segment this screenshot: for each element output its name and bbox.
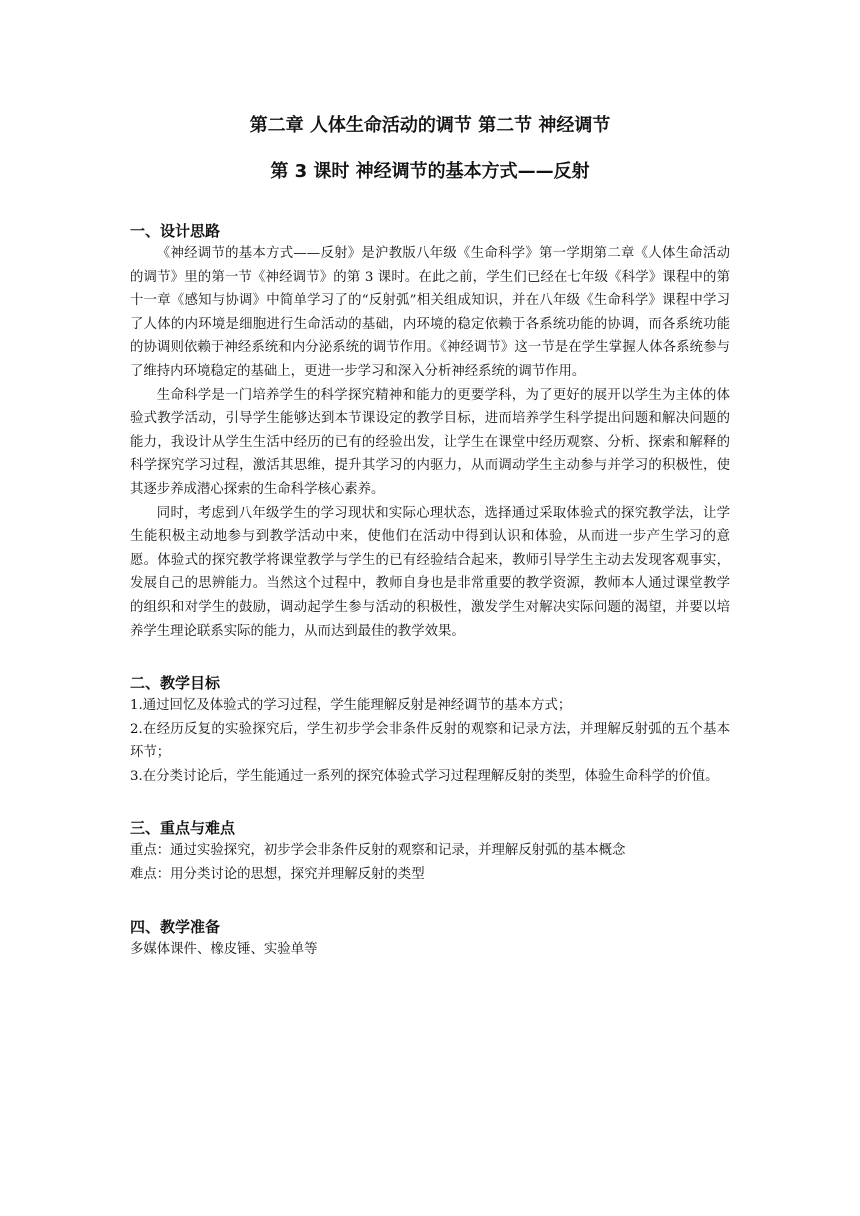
section-heading: 二、教学目标 xyxy=(130,674,221,693)
key-point-item: 重点：通过实验探究，初步学会非条件反射的观察和记录，并理解反射弧的基本概念 xyxy=(130,843,626,859)
section-key-points xyxy=(130,817,730,886)
section-teaching-preparation xyxy=(130,916,730,962)
objective-item: 1.通过回忆及体验式的学习过程，学生能理解反射是神经调节的基本方式； xyxy=(130,698,572,714)
section-design-rationale xyxy=(130,220,730,643)
objective-item: 3.在分类讨论后，学生能通过一系列的探究体验式学习过程理解反射的类型，体验生命科学的价值。 xyxy=(130,768,719,784)
paragraph: 生命科学是一门培养学生的科学探究精神和能力的更要学科，为了更好的展开以学生为主体的体验式教学活动，引导学生能够达到本节课设定的教学目标，进而培养学生科学提出问题和解决问题的能力，我设计从学生生活中经历的已有的经验出发，让学生在课堂中经历观察、分析、探索和解释的科学探究学习过程，激活其思维，提升其学习的内驱力，从而调动学生主动参与并学习的积极性，使其逐步养成潜心探索的生命科学核心素养。 xyxy=(130,387,730,497)
document-page xyxy=(130,112,730,961)
section-heading: 一、设计思路 xyxy=(130,222,221,240)
difficulty-item: 难点：用分类讨论的思想，探究并理解反射的类型 xyxy=(130,867,425,883)
paragraph: 同时，考虑到八年级学生的学习现状和实际心理状态，选择通过采取体验式的探究教学法，让学生能积极主动地参与到教学活动中来，使他们在活动中得到认识和体验，从而进一步产生学习的意愿。体验式的探究教学将课堂教学与学生的已有经验结合起来，教师引导学生主动去发现客观事实，发展自己的思辨能力。当然这个过程中，教师自身也是非常重要的教学资源，教师本人通过课堂教学的组织和对学生的鼓励，调动起学生参与活动的积极性，激发学生对解决实际问题的渴望，并要以培养学生理论联系实际的能力，从而达到最佳的教学效果。 xyxy=(130,505,730,639)
section-heading: 四、教学准备 xyxy=(130,917,221,936)
lesson-title: 第 3 课时 神经调节的基本方式——反射 xyxy=(270,161,590,182)
preparation-item: 多媒体课件、橡皮锤、实验单等 xyxy=(130,941,318,957)
section-teaching-objectives xyxy=(130,672,730,788)
chapter-title: 第二章 人体生命活动的调节 第二节 神经调节 xyxy=(249,115,611,136)
paragraph: 《神经调节的基本方式——反射》是沪教版八年级《生命科学》第一学期第二章《人体生命活动的调节》里的第一节《神经调节》的第 3 课时。在此之前，学生们已经在七年级《科学》课程中的第十一章《感知与协调》中简单学习了的“反射弧”相关组成知识，并在八年级《生命科学》课程中学习了人体的内环境是细胞进行生命活动的基础，内环境的稳定依赖于各系统功能的协调，而各系统功能的协调则依赖于神经系统和内分泌系统的调节作用。《神经调节》这一节是在学生掌握人体各系统参与了维持内环境稳定的基础上，更进一步学习和深入分析神经系统的调节作用。 xyxy=(130,246,730,379)
objective-item: 2.在经历反复的实验探究后，学生初步学会非条件反射的观察和记录方法，并理解反射弧的五个基本环节； xyxy=(130,721,730,761)
section-heading: 三、重点与难点 xyxy=(130,819,236,838)
